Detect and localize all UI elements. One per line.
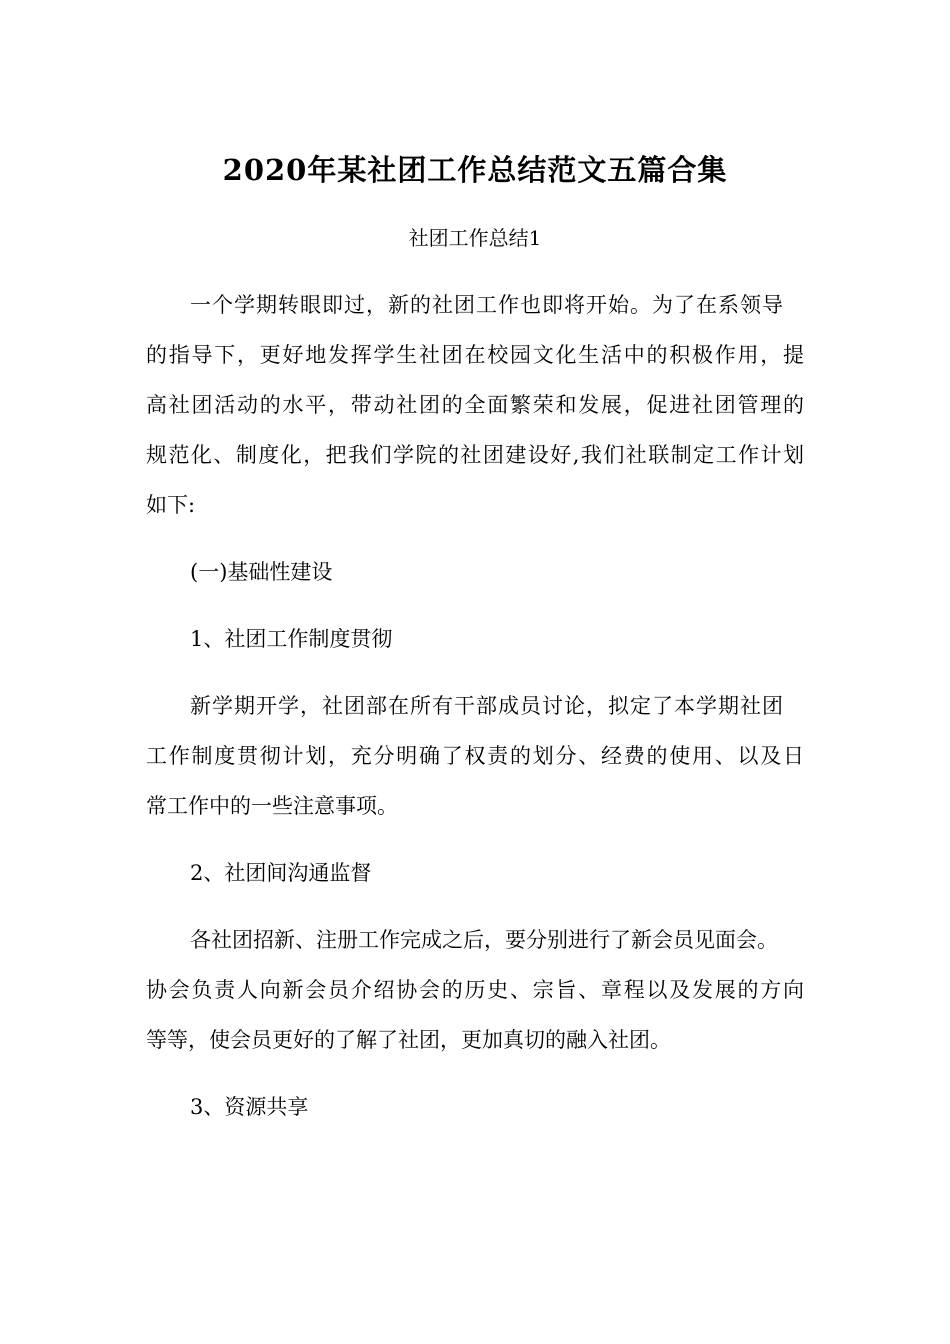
paragraph-line: 高社团活动的水平，带动社团的全面繁荣和发展，促进社团管理的	[146, 393, 804, 417]
paragraph-line: 等等，使会员更好的了解了社团，更加真切的融入社团。	[146, 1028, 671, 1052]
document-subtitle: 社团工作总结1	[408, 226, 542, 250]
paragraph-line: 新学期开学，社团部在所有干部成员讨论，拟定了本学期社团	[190, 694, 784, 718]
paragraph-line: 规范化、制度化，把我们学院的社团建设好,我们社联制定工作计划	[146, 443, 804, 467]
paragraph-line: 一个学期转眼即过，新的社团工作也即将开始。为了在系领导	[190, 293, 784, 317]
item-heading-2: 2、社团间沟通监督	[190, 861, 372, 885]
document-title: 2020年某社团工作总结范文五篇合集	[222, 153, 728, 187]
paragraph-line: 常工作中的一些注意事项。	[146, 794, 398, 818]
paragraph-line: 工作制度贯彻计划，充分明确了权责的划分、经费的使用、以及日	[146, 744, 804, 768]
item-heading-3: 3、资源共享	[190, 1095, 309, 1119]
paragraph-line: 的指导下，更好地发挥学生社团在校园文化生活中的积极作用，提	[146, 343, 804, 367]
section-heading: (一)基础性建设	[190, 560, 333, 584]
item-heading-1: 1、社团工作制度贯彻	[190, 627, 393, 651]
paragraph-line: 协会负责人向新会员介绍协会的历史、宗旨、章程以及发展的方向	[146, 978, 804, 1002]
paragraph-line: 如下:	[146, 493, 196, 517]
paragraph-line: 各社团招新、注册工作完成之后，要分别进行了新会员见面会。	[190, 928, 778, 952]
